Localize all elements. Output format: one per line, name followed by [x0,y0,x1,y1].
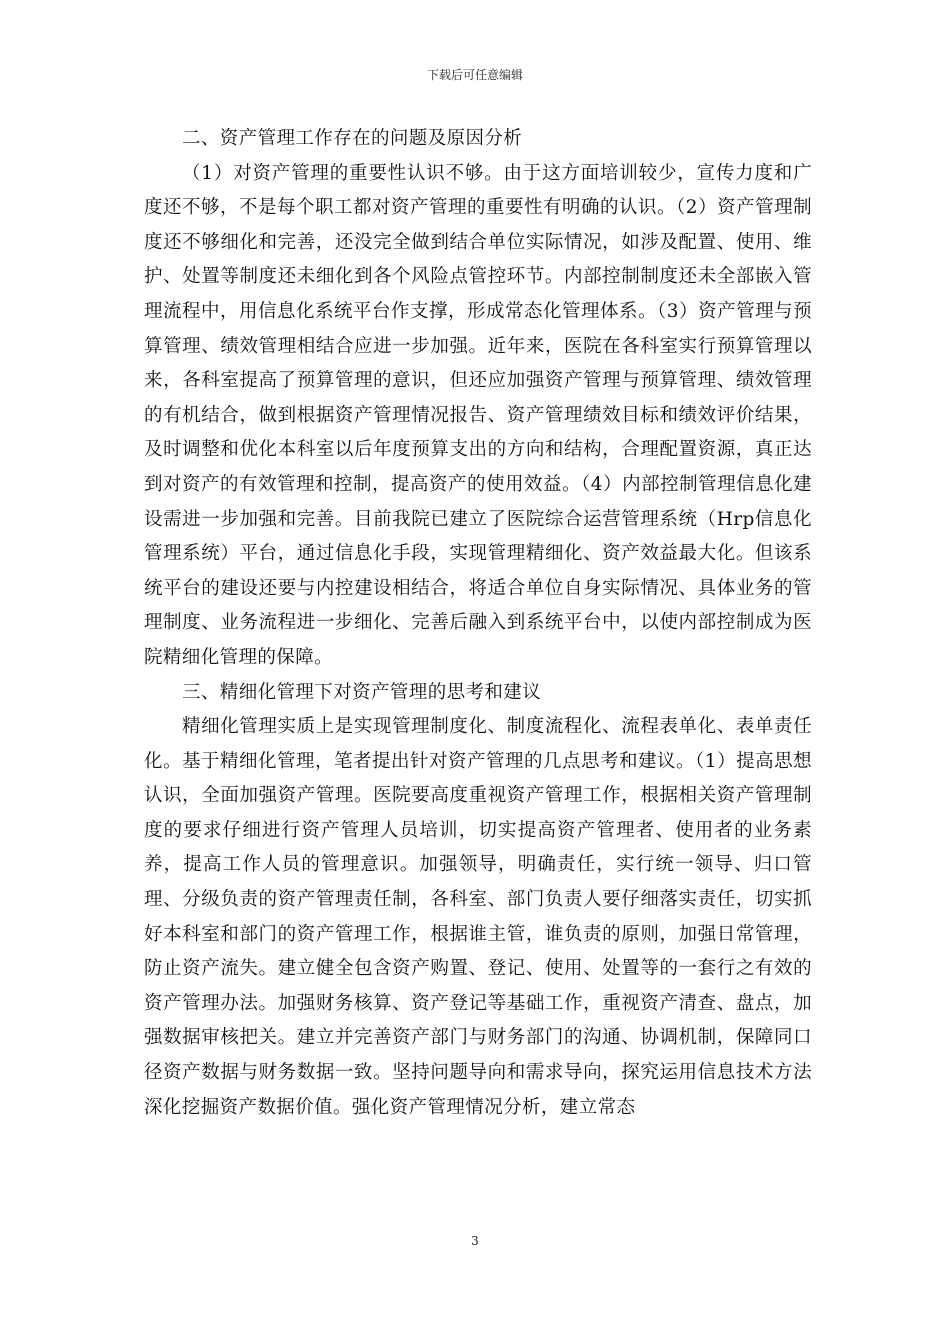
page-header: 下载后可任意编辑 [426,68,523,82]
section-heading-3: 三、精细化管理下对资产管理的思考和建议 [182,681,542,703]
page-number: 3 [471,1234,479,1248]
section-paragraph-3: 精细化管理实质上是实现管理制度化、制度流程化、流程表单化、表单责任化。基于精细化管理，笔者提出针对资产管理的几点思考和建议。（1）提高思想认识，全面加强资产管理。医院要高度重视资产管理工作，根据相关资产管理制度的要求仔细进行资产管理人员培训，切实提高资产管理者、使用者的业务素养，提高工作人员的管理意识。加强领导，明确责任，实行统一领导、归口管理、分级负责的资产管理责任制，各科室、部门负责人要仔细落实责任，切实抓好本科室和部门的资产管理工作，根据谁主管，谁负责的原则，加强日常管理，防止资产流失。建立健全包含资产购置、登记、使用、处置等的一套行之有效的资产管理办法。加强财务核算、资产登记等基础工作，重视资产清查、盘点，加强数据审核把关。建立并完善资产部门与财务部门的沟通、协调机制，保障同口径资产数据与财务数据一致。坚持问题导向和需求导向，探究运用信息技术方法深化挖掘资产数据价值。强化资产管理情况分析，建立常态 [144,716,812,1118]
document-body [144,122,812,1125]
section-paragraph-2: （1）对资产管理的重要性认识不够。由于这方面培训较少，宣传力度和广度还不够，不是每个职工都对资产管理的重要性有明确的认识。（2）资产管理制度还不够细化和完善，还没完全做到结合单位实际情况，如涉及配置、使用、维护、处置等制度还未细化到各个风险点管控环节。内部控制制度还未全部嵌入管理流程中，用信息化系统平台作支撑，形成常态化管理体系。（3）资产管理与预算管理、绩效管理相结合应进一步加强。近年来，医院在各科室实行预算管理以来，各科室提高了预算管理的意识，但还应加强资产管理与预算管理、绩效管理的有机结合，做到根据资产管理情况报告、资产管理绩效目标和绩效评价结果，及时调整和优化本科室以后年度预算支出的方向和结构，合理配置资源，真正达到对资产的有效管理和控制，提高资产的使用效益。（4）内部控制管理信息化建设需进一步加强和完善。目前我院已建立了医院综合运营管理系统（Hrp信息化管理系统）平台，通过信息化手段，实现管理精细化、资产效益最大化。但该系统平台的建设还要与内控建设相结合，将适合单位自身实际情况、具体业务的管理制度、业务流程进一步细化、完善后融入到系统平台中，以使内部控制成为医院精细化管理的保障。 [144,162,812,668]
section-heading-2: 二、资产管理工作存在的问题及原因分析 [182,128,523,149]
